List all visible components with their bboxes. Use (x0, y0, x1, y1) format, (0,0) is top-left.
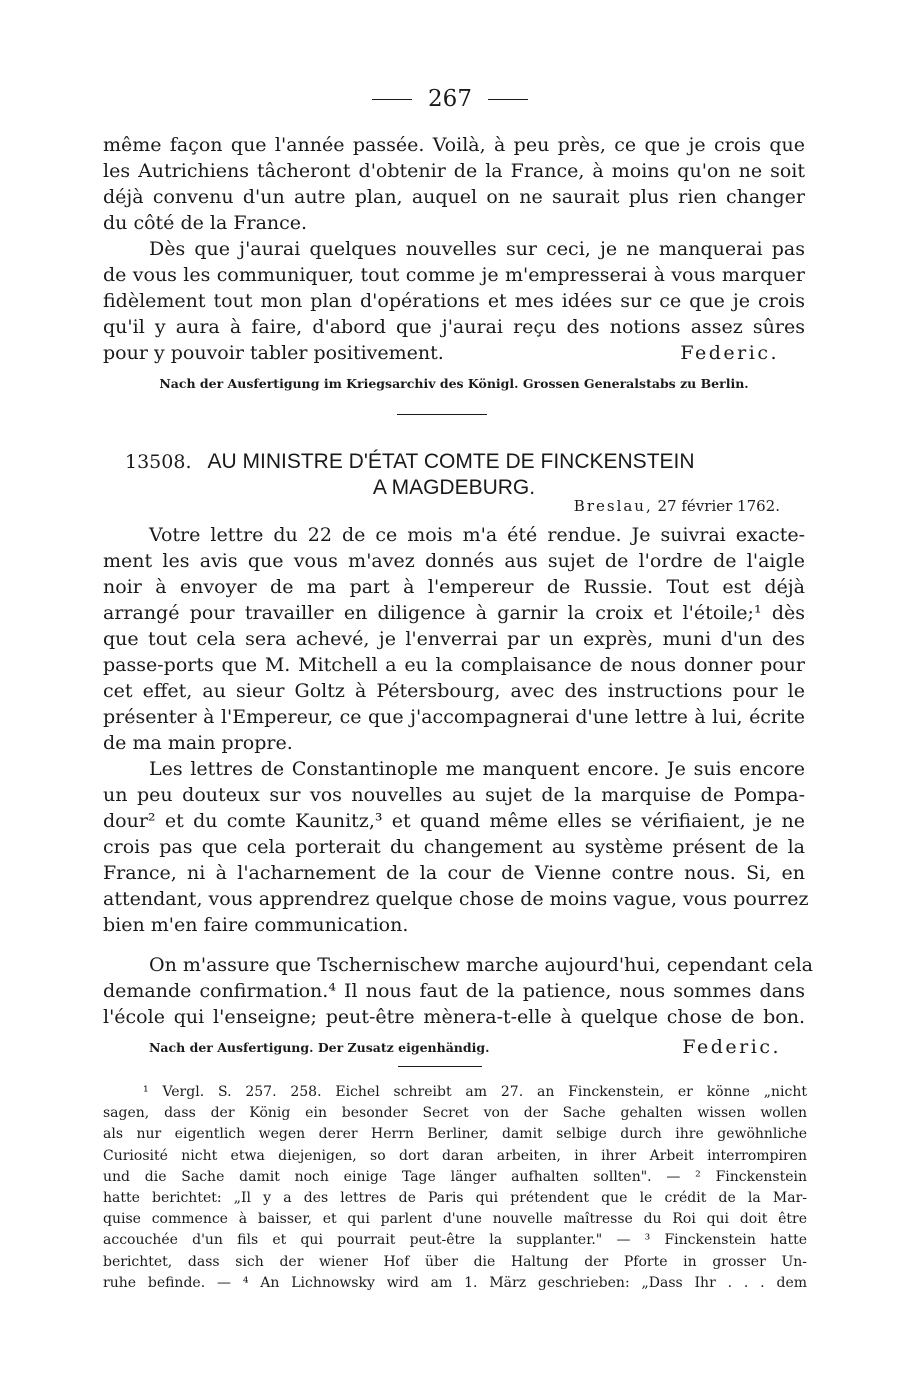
text-line: l'école qui l'enseigne; peut-être mènera-t-elle à quelque chose de bon. (103, 1006, 805, 1028)
text-line: ment les avis que vous m'avez donnés aus sujet de l'ordre de l'aigle (103, 550, 805, 572)
running-head-dash-right (488, 99, 528, 100)
running-head (0, 86, 900, 112)
running-head-dash-left (372, 99, 412, 100)
footnote-line: als nur eigentlich wegen derer Herrn Berliner, damit selbige durch ihre gewöhnliche (103, 1126, 807, 1143)
text-line: pour y pouvoir tabler positivement. (103, 342, 444, 364)
letter-number: 13508. (125, 451, 192, 473)
signature: Federic. (680, 342, 779, 364)
text-line: arrangé pour travailler en diligence à garnir la croix et l'étoile;¹ dès (103, 602, 805, 624)
footnote-line: und die Sache damit noch einige Tage länger aufhalten sollten". — ² Finckenstein (103, 1168, 807, 1185)
text-line: attendant, vous apprendrez quelque chose de moins vague, vous pourrez (103, 888, 809, 910)
page-number: 267 (428, 86, 472, 112)
source-note: Nach der Ausfertigung im Kriegsarchiv des Königl. Grossen Generalstabs zu Berlin. (159, 376, 749, 391)
text-line: France, ni à l'acharnement de la cour de Vienne contre nous. Si, en (103, 862, 805, 884)
text-line: fidèlement tout mon plan d'opérations et mes idées sur ce que je crois (103, 290, 805, 312)
closing-line (103, 340, 805, 366)
text-line: On m'assure que Tschernischew marche aujourd'hui, cependant cela (149, 954, 813, 976)
dateline (574, 497, 780, 515)
source-note: Nach der Ausfertigung. Der Zusatz eigenhändig. (149, 1040, 490, 1055)
text-line: du côté de la France. (103, 212, 308, 234)
text-line: noir à envoyer de ma part à l'empereur de Russie. Tout est déjà (103, 576, 805, 598)
text-line: de vous les communiquer, tout comme je m'empresserai à vous marquer (103, 264, 805, 286)
text-line: bien m'en faire communication. (103, 914, 409, 936)
text-line: déjà convenu d'un autre plan, auquel on ne saurait plus rien changer (103, 186, 805, 208)
text-line: demande confirmation.⁴ Il nous faut de la patience, nous sommes dans (103, 980, 805, 1002)
footnote-line: accouchée d'un fils et qui pourrait peut-être la supplanter." — ³ Finckenstein hatte (103, 1232, 807, 1249)
closing-line (103, 1032, 805, 1058)
previous-letter-text (103, 132, 805, 394)
footnote-line: ruhe befinde. — ⁴ An Lichnowsky wird am 1. März geschrieben: „Dass Ihr . . . dem (103, 1274, 807, 1291)
letter-title-line-2: A MAGDEBURG. (372, 476, 536, 499)
text-line: les Autrichiens tâcheront d'obtenir de la France, à moins qu'on ne soit (103, 160, 805, 182)
text-line: Votre lettre du 22 de ce mois m'a été rendue. Je suivrai exacte- (149, 524, 805, 546)
footnote-line: hatte berichtet: „Il y a des lettres de Paris qui prétendent que le crédit de la Mar- (103, 1189, 807, 1206)
dateline-place: Breslau, (573, 497, 653, 515)
text-line: même façon que l'année passée. Voilà, à peu près, ce que je crois que (103, 134, 805, 156)
signature: Federic. (682, 1036, 781, 1058)
text-line: un peu douteux sur vos nouvelles au sujet de la marquise de Pompa- (103, 784, 805, 806)
footnote-divider (398, 1066, 482, 1067)
footnotes (103, 1082, 807, 1294)
letter-heading (103, 449, 805, 501)
text-line: Dès que j'aurai quelques nouvelles sur ceci, je ne manquerai pas (149, 238, 805, 260)
dateline-date: 27 février 1762. (657, 497, 780, 515)
text-line: passe-ports que M. Mitchell a eu la complaisance de nous donner pour (103, 654, 805, 676)
text-line: présenter à l'Empereur, ce que j'accompagnerai d'une lettre à lui, écrite (103, 706, 805, 728)
text-line: dour² et du comte Kaunitz,³ et quand même elles se vérifiaient, je ne (103, 810, 805, 832)
text-line: de ma main propre. (103, 732, 293, 754)
text-line: qu'il y aura à faire, d'abord que j'aurai reçu des notions assez sûres (103, 316, 805, 338)
footnote-line: Curiosité nicht etwa diejenigen, so dort daran arbeiten, in ihrer Arbeit interrompiren (103, 1147, 807, 1164)
footnote-line: quise commence à baisser, et qui parlent d'une nouvelle maîtresse du Roi qui doit être (103, 1211, 807, 1228)
letter-body (103, 522, 809, 938)
letter-title-line-1: 13508. AU MINISTRE D'ÉTAT COMTE DE FINCKENSTEIN (125, 450, 695, 473)
footnote-line: berichtet, dass sich der wiener Hof über die Haltung der Pforte in grosser Un- (103, 1253, 807, 1270)
postscript (103, 952, 813, 1058)
section-divider (397, 414, 487, 415)
footnote-line: sagen, dass der König ein besonder Secret von der Sache gehalten wissen wollen (103, 1105, 807, 1122)
text-line: cet effet, au sieur Goltz à Pétersbourg, avec des instructions pour le (103, 680, 805, 702)
text-line: Les lettres de Constantinople me manquent encore. Je suis encore (149, 758, 805, 780)
text-line: crois pas que cela porterait du changement au système présent de la (103, 836, 805, 858)
footnote-line: ¹ Vergl. S. 257. 258. Eichel schreibt am 27. an Finckenstein, er könne „nicht (143, 1084, 807, 1100)
text-line: que tout cela sera achevé, je l'enverrai par un exprès, muni d'un des (103, 628, 805, 650)
